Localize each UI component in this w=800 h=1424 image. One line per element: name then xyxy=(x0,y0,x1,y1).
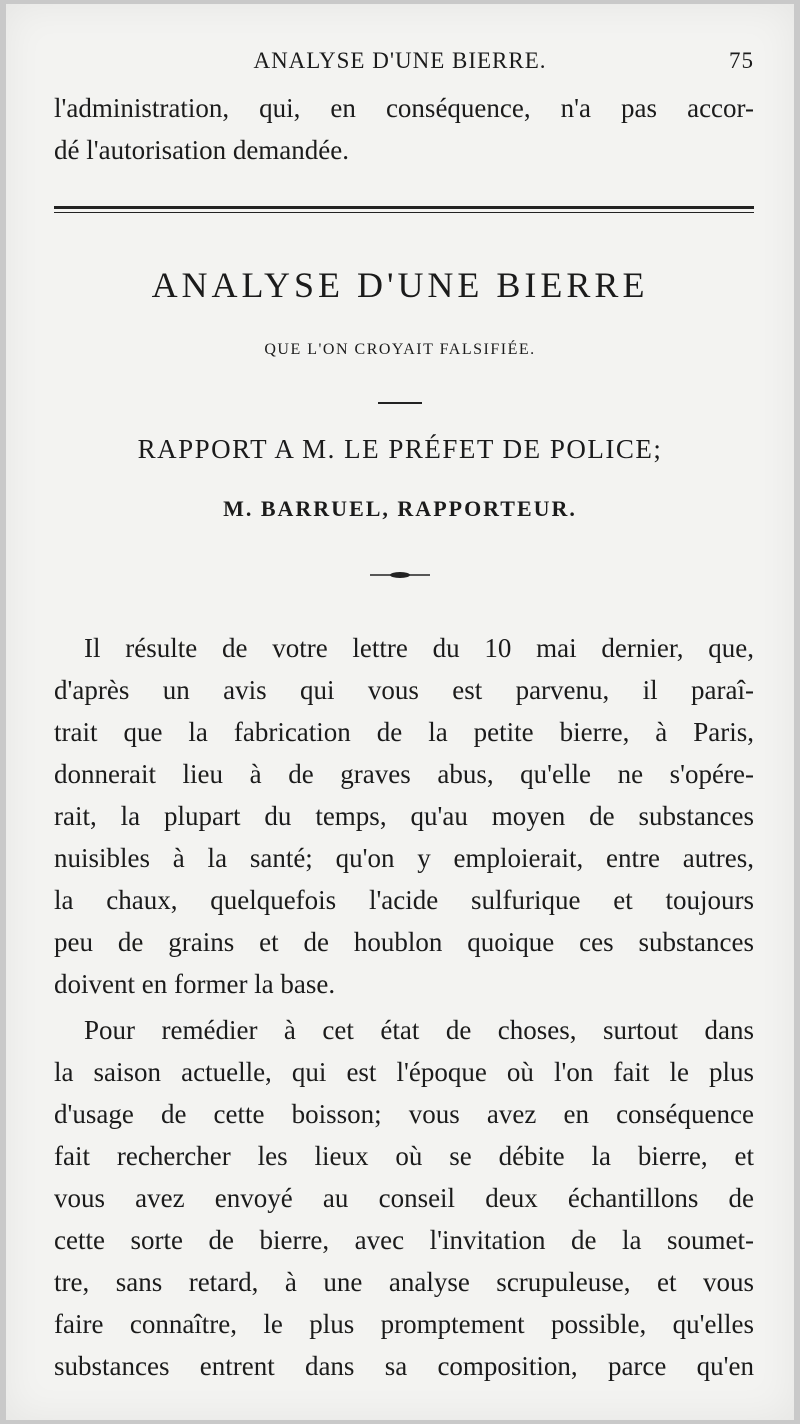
short-rule xyxy=(378,402,422,404)
paragraph-line: tre, sans retard, à une analyse scrupuleuse, et vous xyxy=(54,1267,754,1297)
book-page xyxy=(6,4,794,1420)
paragraph-line: donnerait lieu à de graves abus, qu'elle ne s'opére- xyxy=(54,759,754,789)
paragraph-line: trait que la fabrication de la petite bierre, à Paris, xyxy=(54,717,754,747)
running-head xyxy=(6,48,794,78)
running-head-title: ANALYSE D'UNE BIERRE. xyxy=(253,48,547,73)
paragraph-line: nuisibles à la santé; qu'on y emploierait, entre autres, xyxy=(54,843,754,873)
paragraph-line: faire connaître, le plus promptement possible, qu'elles xyxy=(54,1309,754,1339)
paragraph-line: doivent en former la base. xyxy=(54,969,336,999)
article-subtitle: QUE L'ON CROYAIT FALSIFIÉE. xyxy=(264,341,536,358)
paragraph-line: peu de grains et de houblon quoique ces substances xyxy=(54,927,754,957)
paragraph-line: vous avez envoyé au conseil deux échantillons de xyxy=(54,1183,754,1213)
paragraph-line: rait, la plupart du temps, qu'au moyen de substances xyxy=(54,801,754,831)
paragraph-line: d'après un avis qui vous est parvenu, il paraî- xyxy=(54,675,754,705)
section-divider-thin xyxy=(54,212,754,213)
ornament-rule xyxy=(368,570,432,580)
paragraph-line: Pour remédier à cet état de choses, surtout dans xyxy=(84,1015,754,1045)
paragraph-line: substances entrent dans sa composition, parce qu'en xyxy=(54,1351,754,1381)
paragraph-line: fait rechercher les lieux où se débite la bierre, et xyxy=(54,1141,754,1171)
paragraph-line: la saison actuelle, qui est l'époque où l'on fait le plus xyxy=(54,1057,754,1087)
paragraph-line: la chaux, quelquefois l'acide sulfurique et toujours xyxy=(54,885,754,915)
text-line: dé l'autorisation demandée. xyxy=(54,135,350,165)
report-author: M. BARRUEL, RAPPORTEUR. xyxy=(223,496,577,521)
paragraph-line: Il résulte de votre lettre du 10 mai dernier, que, xyxy=(84,633,754,663)
article-title: ANALYSE D'UNE BIERRE xyxy=(151,265,649,305)
paragraph-line: cette sorte de bierre, avec l'invitation de la soumet- xyxy=(54,1225,754,1255)
page-number: 75 xyxy=(729,48,754,73)
text-line: l'administration, qui, en conséquence, n'a pas accor- xyxy=(54,93,754,123)
report-heading: RAPPORT A M. LE PRÉFET DE POLICE; xyxy=(137,434,663,464)
section-divider-thick xyxy=(54,206,754,209)
paragraph-line: d'usage de cette boisson; vous avez en conséquence xyxy=(54,1099,754,1129)
